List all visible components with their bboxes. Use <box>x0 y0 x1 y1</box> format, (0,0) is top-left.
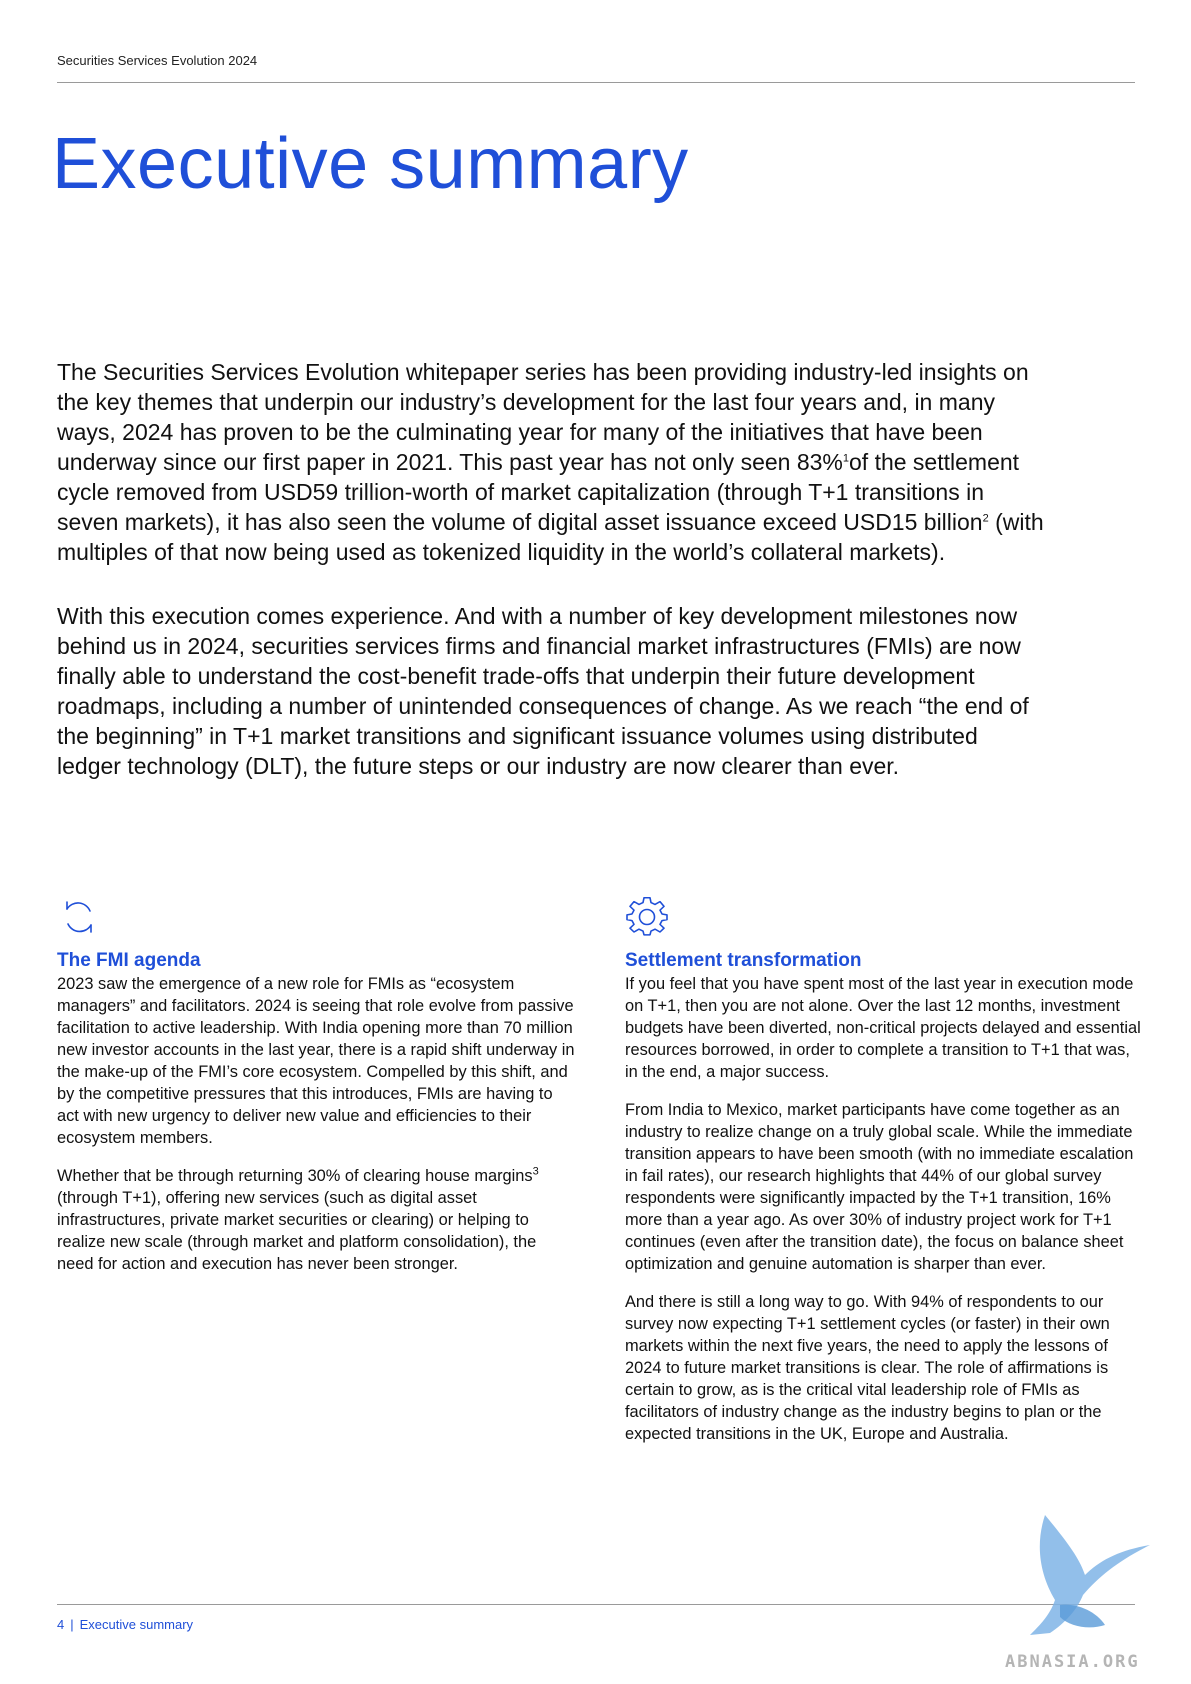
footer-section-link[interactable]: Executive summary <box>79 1617 194 1632</box>
refresh-icon <box>57 895 101 939</box>
page-footer <box>57 1617 193 1632</box>
watermark-logo <box>1005 1505 1155 1645</box>
page-number: 4 <box>57 1617 65 1632</box>
footnote-ref-3: 3 <box>532 1165 539 1178</box>
page-title: Executive summary <box>52 124 689 204</box>
intro-p1-part-b: of the settlement cycle removed from USD59 trillion-worth of market capitalization (through T+1 transitions in seven markets), it has also seen the volume of digital asset issuance exceed USD15 billion <box>57 449 1020 535</box>
settlement-heading: Settlement transformation <box>625 950 862 971</box>
intro-section <box>57 357 1047 815</box>
intro-p1-part-a: The Securities Services Evolution whitepaper series has been providing industry-led insights on the key themes that underpin our industry’s development for the last four years and, in many ways, 2024 has proven to be the culminating year for many of the initiatives that have been underway since our first paper in 2021. This past year has not only seen 83% <box>57 359 1029 475</box>
intro-p1-part-c: (with multiples of that now being used as tokenized liquidity in the world’s collateral markets). <box>57 509 1044 565</box>
top-divider <box>57 82 1135 83</box>
footnote-ref-2: 2 <box>982 512 989 525</box>
fmi-p2-part-b: (through T+1), offering new services (such as digital asset infrastructures, private market securities or clearing) or helping to realize new scale (through market and platform consolidation), the need for action and execution has never been stronger. <box>57 1189 537 1273</box>
footer-separator: | <box>70 1617 74 1632</box>
fmi-agenda-heading: The FMI agenda <box>57 950 201 971</box>
fmi-agenda-column <box>57 895 577 1291</box>
fmi-paragraph-1: 2023 saw the emergence of a new role for FMIs as “ecosystem managers” and facilitators. 2024 is seeing that role evolve from passive facilitation to active leadership. With India opening more than 70 million new investor accounts in the last year, there is a rapid shift underway in the make-up of the FMI’s core ecosystem. Compelled by this shift, and by the competitive pressures that this introduces, FMIs are having to act with new urgency to deliver new value and efficiencies to their ecosystem members. <box>57 975 575 1147</box>
fmi-paragraph-2 <box>57 1165 577 1275</box>
running-title: Securities Services Evolution 2024 <box>57 53 258 68</box>
watermark-text: ABNASIA.ORG <box>1005 1652 1140 1672</box>
settlement-paragraph-2: From India to Mexico, market participants have come together as an industry to realize change on a truly global scale. While the immediate transition appears to have been smooth (with no immediate escalation in fail rates), our research highlights that 44% of our global survey respondents were significantly impacted by the T+1 transition, 16% more than a year ago. As over 30% of industry project work for T+1 continues (even after the transition date), the focus on balance sheet optimization and genuine automation is sharper than ever. <box>625 1101 1134 1273</box>
settlement-paragraph-3: And there is still a long way to go. With 94% of respondents to our survey now expecting T+1 settlement cycles (or faster) in their own markets within the next five years, the need to apply the lessons of 2024 to future market transitions is clear. The role of affirmations is certain to grow, as is the critical vital leadership role of FMIs as facilitators of industry change as the industry begins to plan or the expected transitions in the UK, Europe and Australia. <box>625 1293 1110 1443</box>
fmi-p2-part-a: Whether that be through returning 30% of clearing house margins <box>57 1167 533 1185</box>
settlement-paragraph-1: If you feel that you have spent most of the last year in execution mode on T+1, then you are not alone. Over the last 12 months, investment budgets have been diverted, non-critical projects delayed and essential resources borrowed, in order to complete a transition to T+1 that was, in the end, a major success. <box>625 975 1141 1081</box>
bottom-divider <box>57 1604 1135 1605</box>
intro-paragraph-2: With this execution comes experience. And with a number of key development milestones now behind us in 2024, securities services firms and financial market infrastructures (FMIs) are now finally able to understand the cost-benefit trade-offs that underpin their future development roadmaps, including a number of unintended consequences of change. As we reach “the end of the beginning” in T+1 market transitions and significant issuance volumes using distributed ledger technology (DLT), the future steps or our industry are now clearer than ever. <box>57 603 1029 779</box>
intro-paragraph-1 <box>57 357 1047 567</box>
footnote-ref-1: 1 <box>842 452 849 465</box>
settlement-column <box>625 895 1143 1461</box>
gear-icon <box>625 895 669 939</box>
